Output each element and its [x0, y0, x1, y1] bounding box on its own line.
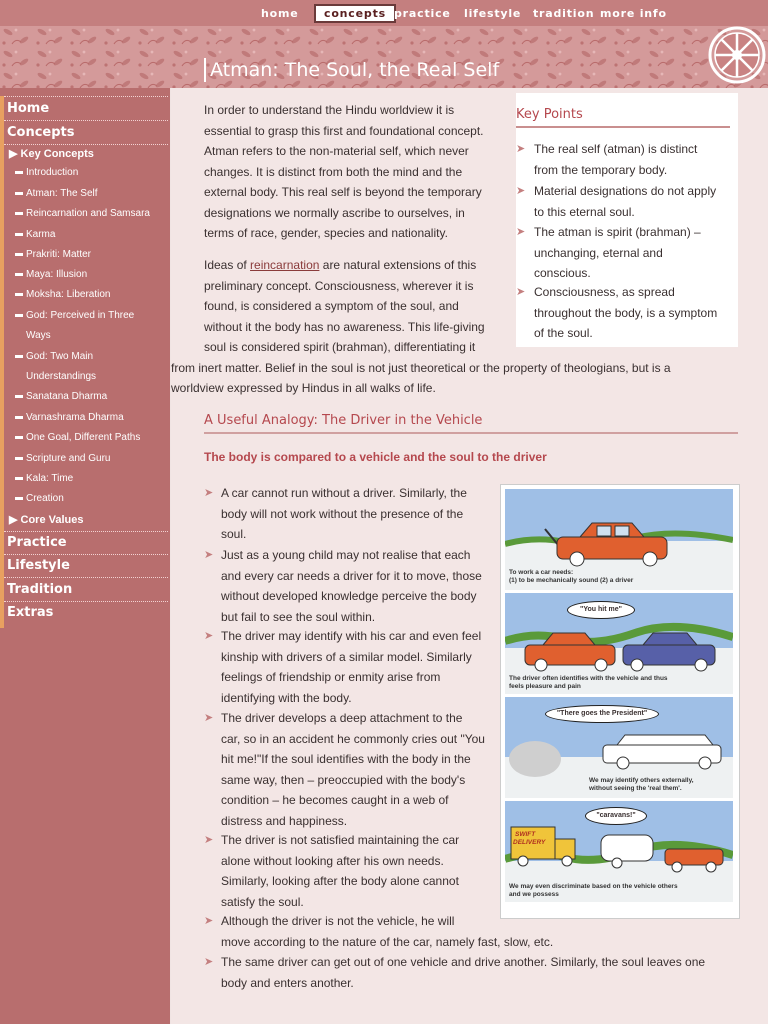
car-analogy-illustration: [500, 484, 740, 919]
sidebar-item-karma[interactable]: Karma: [15, 225, 165, 245]
list-item: ➤ Although the driver is not the vehicle, he will move according to the nature of the car, namely fast, slow, etc.: [204, 911, 744, 952]
divider: [4, 601, 168, 603]
dash-icon: [15, 497, 23, 500]
panel-van-caravan: SWIFT DELIVERY "caravans!" We may even discriminate based on the vehicle others and we possess: [505, 801, 733, 902]
dash-icon: [15, 192, 23, 195]
list-item: ➤ The driver is not satisfied maintaining the car alone without looking after his own needs. Similarly, looking after the body alone cannot satisfy the soul.: [204, 830, 499, 912]
list-item: ➤ The driver develops a deep attachment to the car, so in an accident he commonly cries out "You hit me!"If the soul identifies with the body in the same way, then – preoccupied with the body's condition – he becomes caught in a web of distress and happiness.: [204, 708, 499, 831]
sidebar-item-prakriti[interactable]: Prakriti: Matter: [15, 245, 165, 265]
divider: [4, 577, 168, 579]
nav-home-link[interactable]: home: [261, 7, 299, 20]
sidebar: [0, 88, 170, 1024]
arrow-bullet-icon: ➤: [204, 487, 214, 499]
key-point: ➤ Material designations do not apply to this eternal soul.: [516, 181, 734, 222]
key-point: ➤ The real self (atman) is distinct from the temporary body.: [516, 139, 734, 180]
dash-icon: [15, 457, 23, 460]
sidebar-accent-bar: [0, 96, 4, 628]
sidebar-item-introduction[interactable]: Introduction: [15, 163, 165, 183]
arrow-bullet-icon: ➤: [516, 286, 526, 298]
dash-icon: [15, 355, 23, 358]
sidebar-item-key-concepts[interactable]: ▶ Key Concepts: [9, 148, 94, 160]
arrow-bullet-icon: ➤: [204, 549, 214, 561]
dash-icon: [15, 233, 23, 236]
sidebar-item-atman[interactable]: Atman: The Self: [15, 184, 165, 204]
divider: [4, 531, 168, 533]
key-point: ➤ The atman is spirit (brahman) – unchanging, eternal and conscious.: [516, 222, 734, 284]
dash-icon: [15, 416, 23, 419]
page-title: Atman: The Soul, the Real Self: [204, 58, 499, 82]
list-item: ➤ A car cannot run without a driver. Similarly, the body will not work without the presence of the soul.: [204, 483, 499, 545]
nav-lifestyle-link[interactable]: lifestyle: [464, 7, 522, 20]
analogy-subheading: The body is compared to a vehicle and the soul to the driver: [204, 450, 547, 464]
panel-limousine: "There goes the President" We may identify others externally, without seeing the 'real them'.: [505, 697, 733, 798]
sidebar-item-maya[interactable]: Maya: Illusion: [15, 265, 165, 285]
arrow-bullet-icon: ➤: [516, 226, 526, 238]
analogy-heading: A Useful Analogy: The Driver in the Vehicle: [204, 413, 483, 428]
sidebar-item-concepts[interactable]: Concepts: [7, 125, 75, 140]
dash-icon: [15, 395, 23, 398]
sidebar-item-god-three-ways[interactable]: God: Perceived in Three Ways: [15, 306, 165, 346]
key-points-title: Key Points: [516, 107, 583, 122]
dash-icon: [15, 436, 23, 439]
arrow-bullet-icon: ➤: [516, 143, 526, 155]
divider: [4, 120, 168, 122]
key-point: ➤ Consciousness, as spread throughout the body, is a symptom of the soul.: [516, 282, 734, 344]
list-item: ➤ The driver may identify with his car and even feel kinship with drivers of a similar model. Similarly feelings of friendship or enmity arise from identifying with the body.: [204, 626, 499, 708]
arrow-bullet-icon: ➤: [204, 915, 214, 927]
dash-icon: [15, 212, 23, 215]
sidebar-item-kala[interactable]: Kala: Time: [15, 469, 165, 489]
sidebar-item-lifestyle[interactable]: Lifestyle: [7, 558, 70, 573]
reincarnation-link[interactable]: reincarnation: [250, 258, 320, 272]
sidebar-item-core-values[interactable]: ▶ Core Values: [9, 514, 84, 526]
arrow-bullet-icon: ➤: [204, 956, 214, 968]
arrow-bullet-icon: ➤: [204, 630, 214, 642]
nav-practice-link[interactable]: practice: [394, 7, 451, 20]
sidebar-item-god-two-understandings[interactable]: God: Two Main Understandings: [15, 347, 165, 387]
nav-more-info-link[interactable]: more info: [600, 7, 667, 20]
sidebar-item-varnashrama-dharma[interactable]: Varnashrama Dharma: [15, 408, 165, 428]
dash-icon: [15, 273, 23, 276]
dash-icon: [15, 253, 23, 256]
key-points-box: [516, 93, 738, 347]
arrow-bullet-icon: ➤: [516, 185, 526, 197]
sidebar-item-one-goal[interactable]: One Goal, Different Paths: [15, 428, 165, 448]
sidebar-item-practice[interactable]: Practice: [7, 535, 67, 550]
sidebar-item-creation[interactable]: Creation: [15, 489, 165, 509]
dash-icon: [15, 171, 23, 174]
top-navigation: [0, 0, 768, 26]
divider: [4, 554, 168, 556]
sidebar-item-home[interactable]: Home: [7, 101, 50, 116]
nav-tradition-link[interactable]: tradition: [533, 7, 595, 20]
panel-collision: "You hit me" The driver often identifies with the vehicle and thus feels pleasure and pain: [505, 593, 733, 694]
nav-concepts-link[interactable]: concepts: [314, 4, 396, 23]
intro-paragraph: In order to understand the Hindu worldview it is essential to grasp this first and foundational concept. Atman refers to the non-material self, which never changes. It is distinct from both the mind and the external body. This real self is beyond the temporary designations we normally ascribe to ourselves, in terms of race, gender, species and nationality.: [204, 103, 484, 240]
sidebar-item-reincarnation[interactable]: Reincarnation and Samsara: [15, 204, 165, 224]
dash-icon: [15, 293, 23, 296]
arrow-bullet-icon: ➤: [204, 712, 214, 724]
divider: [204, 432, 738, 434]
sidebar-item-tradition[interactable]: Tradition: [7, 582, 73, 597]
sidebar-item-extras[interactable]: Extras: [7, 605, 54, 620]
dash-icon: [15, 314, 23, 317]
list-item: ➤ The same driver can get out of one vehicle and drive another. Similarly, the soul leaves one body and enters another.: [204, 952, 744, 993]
dash-icon: [15, 477, 23, 480]
list-item: ➤ Just as a young child may not realise that each and every car needs a driver for it to move, those without developed knowledge perceive the body but fail to see the soul within.: [204, 545, 499, 627]
divider: [516, 126, 730, 128]
sidebar-item-moksha[interactable]: Moksha: Liberation: [15, 285, 165, 305]
sidebar-item-sanatana-dharma[interactable]: Sanatana Dharma: [15, 387, 165, 407]
panel-broken-car: To work a car needs: (1) to be mechanically sound (2) a driver: [505, 489, 733, 590]
divider: [4, 144, 168, 146]
sidebar-item-scripture-guru[interactable]: Scripture and Guru: [15, 449, 165, 469]
logo-wheel-icon: [706, 24, 768, 86]
arrow-bullet-icon: ➤: [204, 834, 214, 846]
reincarnation-paragraph: Ideas of reincarnation are natural extensions of this preliminary concept. Consciousness, wherever it is found, is considered a symptom of the soul, and without it the body has no awareness. This life-giving soul is considered spirit (brahman), differentiating it from inert matter. Belief in the soul is not just theoretical or the property of theologians, but is a worldview expressed by Hindus in all walks of life.: [171, 258, 671, 395]
divider: [4, 96, 168, 98]
